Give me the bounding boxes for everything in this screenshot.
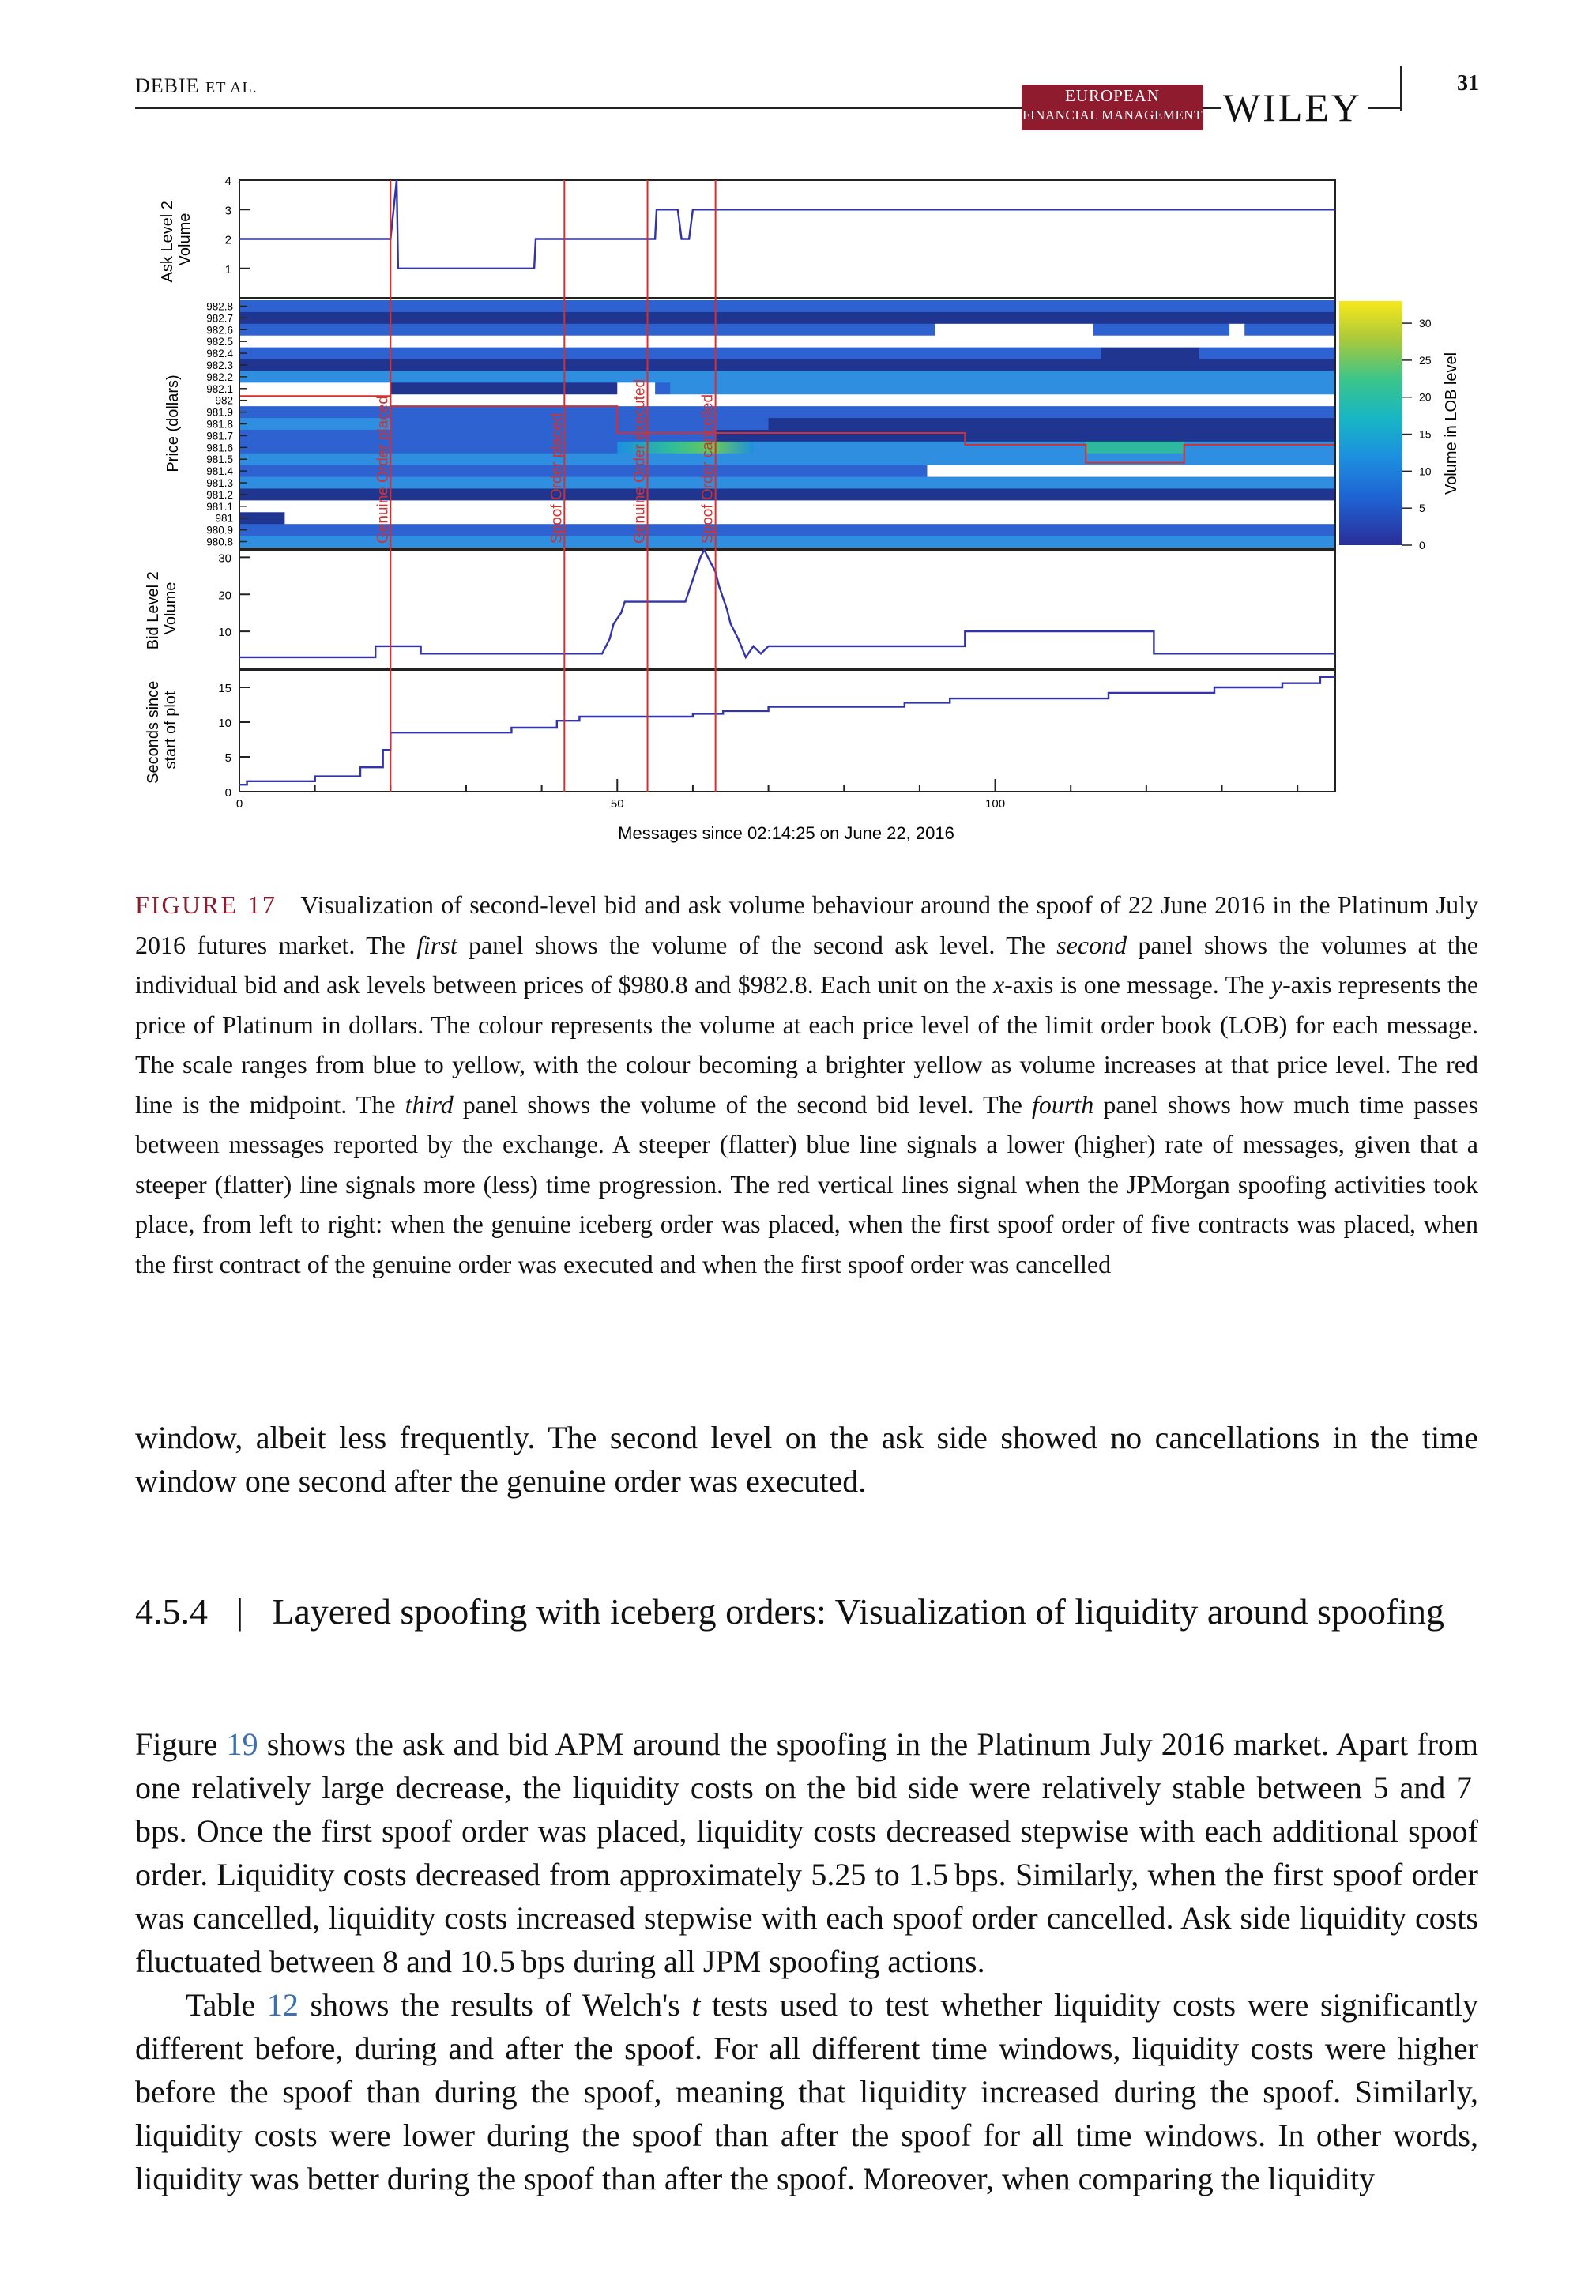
price-ytick-label: 981.3 (206, 477, 233, 490)
colorbar-tick-label: 15 (1419, 427, 1432, 441)
heatmap-cell (1229, 324, 1245, 337)
time-panel-ylabel (145, 676, 179, 784)
event-label: Spoof Order placed (548, 413, 566, 544)
caption-text: Visualization of second-level bid and ask volume behaviour around the spoof of 22 June 2016 in the Platinum July 2016 futures market. The first panel shows the volume of the second ask level. The second panel shows the volumes at the individual bid and ask levels between prices of $980.8 and $982.8. Each unit on the x-axis is one message. The y-axis represents the price of Platinum in dollars. The colour represents the volume at each price level of the limit order book (LOB) for each message. The scale ranges from blue to yellow, with the colour becoming a brighter yellow as volume increases at that price level. The red line is the midpoint. The third panel shows the volume of the second bid level. The fourth panel shows how much time passes between messages reported by the exchange. A steeper (flatter) blue line signals a lower (higher) rate of messages, given that a steeper (flatter) line signals more (less) time progression. The red vertical lines signal when the JPMorgan spoofing activities took place, from left to right: when the genuine iceberg order was placed, when the first spoof order of five contracts was placed, when the first contract of the genuine order was executed and when the first spoof order was cancelled (135, 890, 1479, 1278)
heatmap-cell (239, 371, 1336, 383)
heatmap-cell (390, 382, 618, 395)
figure-caption (135, 885, 1478, 1284)
p3-text-mid: shows the results of Welch's (298, 1987, 692, 2023)
price-ytick-label: 982.4 (206, 348, 233, 360)
price-ytick-label: 981.8 (206, 418, 233, 431)
heatmap-cell (1244, 324, 1335, 337)
p2-text-start: Figure (135, 1726, 227, 1762)
p3-t-italic: t (691, 1987, 701, 2023)
price-ytick-label: 981.9 (206, 406, 233, 419)
publisher-logo: WILEY (1223, 85, 1363, 130)
price-ytick-label: 981.2 (206, 488, 233, 501)
paragraph-table-12 (135, 1983, 1478, 2200)
ask-ytick-label: 4 (224, 175, 231, 188)
time-ytick-label: 0 (224, 786, 231, 800)
ask-panel-frame (239, 180, 1335, 298)
price-ytick-label: 981 (215, 512, 233, 525)
time-ylabel-line2: start of plot (162, 691, 179, 770)
heatmap-cell (239, 488, 1336, 501)
event-label: Genuine Order executed (631, 378, 649, 544)
ask-ylabel-line2: Volume (176, 213, 194, 266)
x-axis-label: Messages since 02:14:25 on June 22, 2016 (618, 823, 954, 843)
bid-panel-ylabel (145, 567, 179, 650)
colorbar-tick-label: 25 (1419, 353, 1432, 367)
journal-badge-line1: EUROPEAN (1064, 86, 1160, 105)
price-ytick-label: 981.4 (206, 465, 233, 478)
colorbar-tick-label: 10 (1419, 465, 1432, 478)
bid-ylabel-line1: Bid Level 2 (145, 571, 162, 650)
heatmap-cell (239, 524, 1336, 536)
heatmap-cell (927, 465, 1335, 478)
section-title: Layered spoofing with iceberg orders: Visualization of liquidity around spoofing (272, 1591, 1445, 1632)
price-ytick-label: 981.6 (206, 442, 233, 454)
heatmap-cell (239, 465, 928, 478)
running-head-author: DEBIE (135, 74, 200, 97)
price-ytick-label: 981.7 (206, 430, 233, 442)
price-ytick-label: 980.8 (206, 536, 233, 548)
colorbar-ticks (1402, 317, 1432, 551)
x-tick-label: 50 (610, 797, 624, 811)
ask-ytick-label: 3 (224, 204, 231, 218)
colorbar (1339, 301, 1402, 545)
x-tick-label: 0 (235, 797, 243, 811)
ask-ytick-label: 2 (224, 233, 231, 247)
colorbar-label: Volume in LOB level (1443, 352, 1460, 495)
heatmap-cell (239, 418, 391, 431)
heatmap-cell (239, 348, 1101, 360)
colorbar-tick-label: 0 (1419, 539, 1425, 551)
ask-ytick-label: 1 (224, 262, 231, 277)
price-ytick-label: 980.9 (206, 524, 233, 536)
price-ytick-label: 982 (215, 394, 233, 407)
price-ytick-label: 981.5 (206, 454, 233, 466)
section-number: 4.5.4 (135, 1591, 208, 1632)
heatmap-cell (239, 312, 1336, 325)
heatmap-cell (1101, 348, 1199, 360)
colorbar-tick-label: 20 (1419, 390, 1432, 404)
bid-panel-frame (239, 550, 1335, 668)
p3-text-end: tests used to test whether liquidity costs were significantly different before, during and after the spoof. For all different time windows, liquidity costs were higher before the spoof than during the spoof, meaning that liquidity increased during the spoof. Similarly, liquidity costs were lower during the spoof than after the spoof for all time windows. In other words, liquidity was better during the spoof than after the spoof. Moreover, when comparing the liquidity (135, 1987, 1478, 2196)
section-separator: | (236, 1591, 244, 1632)
heatmap-cell (284, 512, 1335, 525)
heatmap-cell (239, 336, 1336, 348)
price-ytick-label: 981.1 (206, 500, 233, 513)
heatmap-cell (239, 382, 391, 395)
colorbar-tick-label: 30 (1419, 317, 1432, 330)
p3-text-start: Table (186, 1987, 267, 2023)
heatmap-cell (239, 454, 1336, 466)
heatmap-cell (239, 536, 1336, 548)
section-heading (135, 1590, 1478, 1633)
event-label: Spoof Order cancelled (699, 393, 717, 544)
running-head-suffix: ET AL. (205, 79, 258, 96)
price-ytick-label: 982.5 (206, 336, 233, 348)
heatmap-cell (753, 442, 1086, 454)
bid-ytick-label: 30 (218, 551, 231, 566)
journal-badge-line2: FINANCIAL MANAGEMENT (1022, 107, 1203, 122)
heatmap-cell (935, 324, 1093, 337)
heatmap-cell (239, 477, 1336, 490)
heatmap-cell (239, 394, 1336, 407)
time-ytick-label: 5 (224, 751, 231, 765)
heatmap-cell (239, 359, 1336, 372)
heatmap-cell (716, 430, 754, 442)
heatmap-cell (769, 418, 1336, 431)
heatmap-cell (1086, 442, 1184, 454)
heatmap-cell (1093, 324, 1230, 337)
heatmap-cell (670, 382, 1335, 395)
figure-17 (0, 0, 1596, 877)
ask-panel-ylabel (159, 197, 194, 283)
price-ytick-label: 982.6 (206, 324, 233, 337)
price-ytick-label: 982.8 (206, 300, 233, 313)
page-number: 31 (1457, 71, 1479, 96)
time-panel-frame (239, 670, 1335, 792)
time-ytick-label: 10 (218, 717, 231, 730)
x-tick-label: 100 (985, 797, 1006, 811)
heatmap-cell (239, 500, 1336, 513)
ask-ylabel-line1: Ask Level 2 (159, 201, 176, 283)
price-ytick-label: 982.1 (206, 382, 233, 395)
bid-ytick-label: 10 (218, 626, 231, 640)
heatmap-cell (239, 300, 1336, 313)
price-heatmap (239, 300, 1336, 548)
bid-ytick-label: 20 (218, 589, 231, 603)
heatmap-cell (1199, 348, 1336, 360)
event-label: Genuine Order placed (375, 396, 392, 544)
price-ytick-label: 982.7 (206, 312, 233, 325)
bid-ylabel-line2: Volume (162, 582, 179, 635)
table-12-link[interactable]: 12 (266, 1987, 299, 2023)
time-ylabel-line1: Seconds since (145, 680, 162, 784)
heatmap-cell (753, 430, 1335, 442)
heatmap-cell (239, 406, 1336, 419)
paragraph-continuation: window, albeit less frequently. The second level on the ask side showed no cancellations in the time window one second after the genuine order was executed. (135, 1420, 1478, 1499)
price-ytick-label: 982.2 (206, 371, 233, 383)
heatmap-cell (239, 324, 935, 337)
time-ytick-label: 15 (218, 682, 231, 695)
heatmap-cell (1184, 442, 1336, 454)
paragraph-figure-19 (135, 1722, 1478, 1983)
price-panel-ylabel: Price (dollars) (164, 375, 182, 472)
price-ytick-label: 982.3 (206, 359, 233, 371)
figure-19-link[interactable]: 19 (226, 1726, 258, 1762)
figure-label: FIGURE 17 (135, 890, 277, 919)
heatmap-cell (655, 382, 671, 395)
colorbar-tick-label: 5 (1419, 502, 1425, 515)
p2-text-end: shows the ask and bid APM around the spoofing in the Platinum July 2016 market. Apart from one relatively large decrease, the liquidity costs on the bid side were relatively stable between 5 and 7 bps. Once the first spoof order was placed, liquidity costs decreased stepwise with each additional spoof order. Liquidity costs decreased from approximately 5.25 to 1.5 bps. Similarly, when the first spoof order was cancelled, liquidity costs increased stepwise with each spoof order cancelled. Ask side liquidity costs fluctuated between 8 and 10.5 bps during all JPM spoofing actions. (135, 1726, 1479, 1979)
